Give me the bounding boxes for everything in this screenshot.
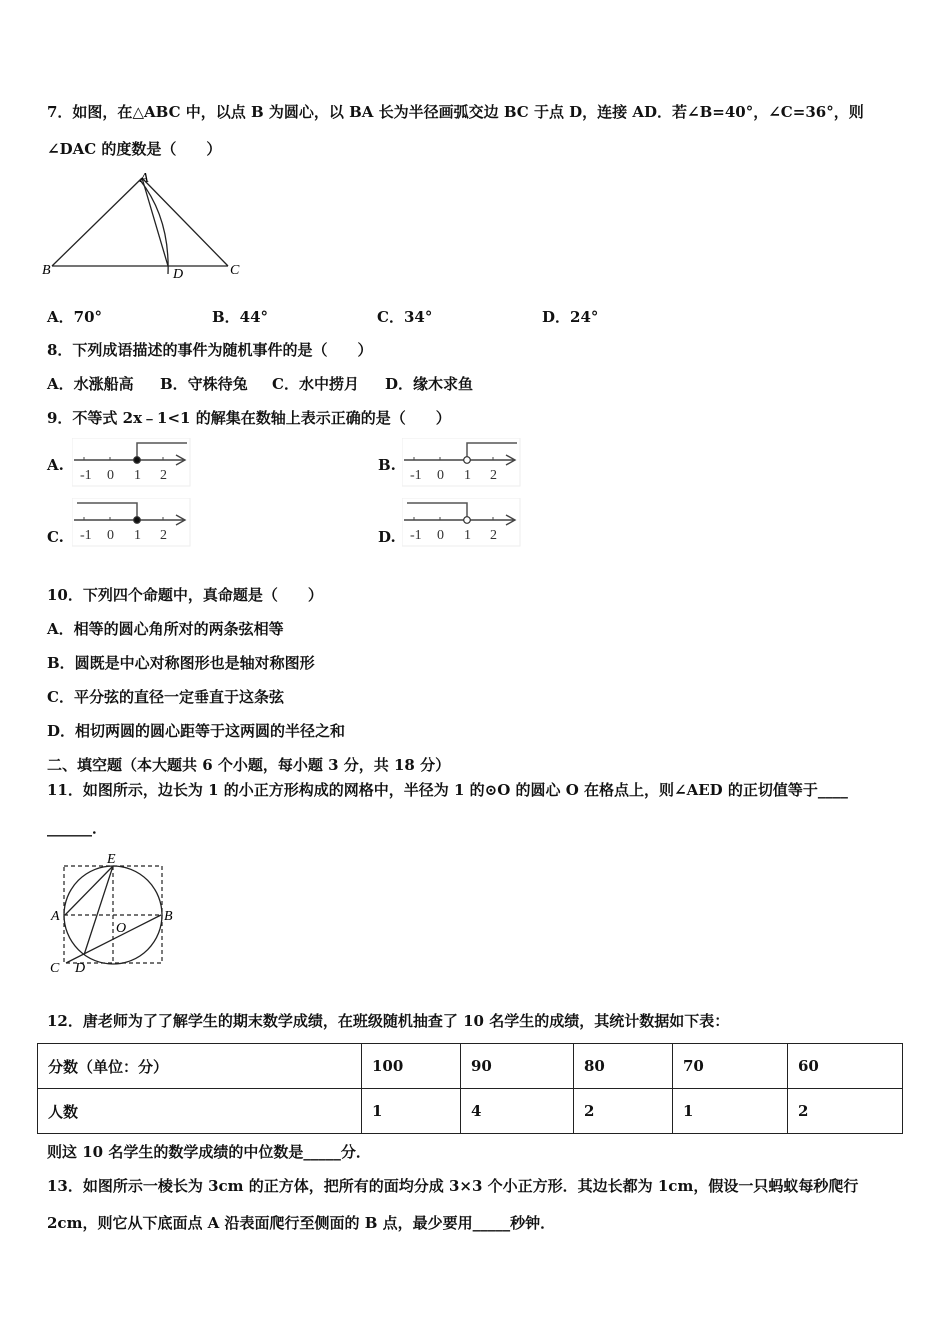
label-O: O xyxy=(116,921,127,936)
q9-option-a-label[interactable]: A. xyxy=(47,456,64,474)
solid-point xyxy=(134,517,141,524)
q8-option-c[interactable]: C．水中捞月 xyxy=(272,375,359,393)
tick-label: 2 xyxy=(490,468,497,483)
table-cell: 分数（单位：分） xyxy=(38,1044,362,1089)
tick-label: 0 xyxy=(437,528,444,543)
label-B: B xyxy=(42,263,51,278)
tick-label: 2 xyxy=(160,528,167,543)
label-B: B xyxy=(164,909,173,924)
table-cell: 60 xyxy=(788,1044,903,1089)
q9-number-line-b xyxy=(402,438,522,488)
label-A: A xyxy=(51,909,60,924)
q8-stem: 8．下列成语描述的事件为随机事件的是（ ） xyxy=(47,341,373,359)
label-D: D xyxy=(173,267,184,282)
solution-ray xyxy=(407,503,467,520)
tick-label: 0 xyxy=(437,468,444,483)
table-cell: 80 xyxy=(574,1044,673,1089)
table-row xyxy=(38,1044,903,1089)
table-cell: 1 xyxy=(673,1089,788,1134)
q7-option-c[interactable]: C．34° xyxy=(377,308,433,326)
q10-option-a[interactable]: A．相等的圆心角所对的两条弦相等 xyxy=(47,620,284,638)
q7-stem-line2: ∠DAC 的度数是（ ） xyxy=(47,140,222,158)
q8-option-b[interactable]: B．守株待兔 xyxy=(160,375,248,393)
q7-option-d[interactable]: D．24° xyxy=(542,308,599,326)
q9-stem: 9．不等式 2x﹣1<1 的解集在数轴上表示正确的是（ ） xyxy=(47,409,451,427)
section-2-heading: 二、填空题（本大题共 6 个小题，每小题 3 分，共 18 分） xyxy=(47,756,451,774)
label-A: A xyxy=(140,171,149,186)
tick-label: 0 xyxy=(107,468,114,483)
table-cell: 2 xyxy=(788,1089,903,1134)
q7-option-b[interactable]: B．44° xyxy=(212,308,269,326)
solution-ray xyxy=(77,503,137,520)
tick-label: -1 xyxy=(80,468,92,483)
label-C: C xyxy=(50,961,60,976)
table-cell: 90 xyxy=(461,1044,574,1089)
table-cell: 70 xyxy=(673,1044,788,1089)
hollow-point xyxy=(464,517,471,524)
q10-option-d[interactable]: D．相切两圆的圆心距等于这两圆的半径之和 xyxy=(47,722,346,740)
q11-stem-line1: 11．如图所示，边长为 1 的小正方形构成的网格中，半径为 1 的⊙O 的圆心 O 在格点上，则∠AED 的正切值等于____ xyxy=(47,781,848,799)
q9-number-line-a xyxy=(72,438,192,488)
table-cell: 1 xyxy=(362,1089,461,1134)
tick-label: 0 xyxy=(107,528,114,543)
q10-stem: 10．下列四个命题中，真命题是（ ） xyxy=(47,586,323,604)
q13-stem-line1: 13．如图所示一棱长为 3cm 的正方体，把所有的面均分成 3×3 个小正方形．其边长都为 1cm，假设一只蚂蚁每秒爬行 xyxy=(47,1177,859,1195)
q10-option-b[interactable]: B．圆既是中心对称图形也是轴对称图形 xyxy=(47,654,315,672)
hollow-point xyxy=(464,457,471,464)
tick-label: 2 xyxy=(160,468,167,483)
q7-option-a[interactable]: A．70° xyxy=(47,308,103,326)
tick-label: 2 xyxy=(490,528,497,543)
tick-label: -1 xyxy=(80,528,92,543)
q9-number-line-d xyxy=(402,498,522,548)
q12-score-table xyxy=(37,1043,903,1134)
table-cell: 4 xyxy=(461,1089,574,1134)
q11-circle-grid-figure xyxy=(40,845,190,980)
table-cell: 100 xyxy=(362,1044,461,1089)
q9-option-d-label[interactable]: D. xyxy=(378,528,396,546)
q12-after-text: 则这 10 名学生的数学成绩的中位数是_____分． xyxy=(47,1143,371,1161)
q12-stem: 12．唐老师为了了解学生的期末数学成绩，在班级随机抽查了 10 名学生的成绩，其统计数据如下表： xyxy=(47,1012,730,1030)
label-D: D xyxy=(75,961,86,976)
q8-option-d[interactable]: D．缘木求鱼 xyxy=(385,375,474,393)
tick-label: -1 xyxy=(410,528,422,543)
q9-option-c-label[interactable]: C. xyxy=(47,528,64,546)
solid-point xyxy=(134,457,141,464)
tick-label: -1 xyxy=(410,468,422,483)
label-C: C xyxy=(230,263,240,278)
table-cell: 2 xyxy=(574,1089,673,1134)
table-cell: 人数 xyxy=(38,1089,362,1134)
tick-label: 1 xyxy=(134,468,141,483)
q10-option-c[interactable]: C．平分弦的直径一定垂直于这条弦 xyxy=(47,688,284,706)
q7-triangle-figure xyxy=(40,168,250,286)
q11-stem-line2: ______． xyxy=(47,819,108,837)
label-E: E xyxy=(107,852,116,867)
table-row xyxy=(38,1089,903,1134)
q13-stem-line2: 2cm，则它从下底面点 A 沿表面爬行至侧面的 B 点，最少要用_____秒钟． xyxy=(47,1214,556,1232)
tick-label: 1 xyxy=(464,468,471,483)
q9-option-b-label[interactable]: B. xyxy=(378,456,396,474)
q8-option-a[interactable]: A．水涨船高 xyxy=(47,375,134,393)
q7-stem-line1: 7．如图，在△ABC 中，以点 B 为圆心，以 BA 长为半径画弧交边 BC 于点 D，连接 AD．若∠B=40°，∠C=36°，则 xyxy=(47,103,864,121)
q9-number-line-c xyxy=(72,498,192,548)
tick-label: 1 xyxy=(464,528,471,543)
tick-label: 1 xyxy=(134,528,141,543)
